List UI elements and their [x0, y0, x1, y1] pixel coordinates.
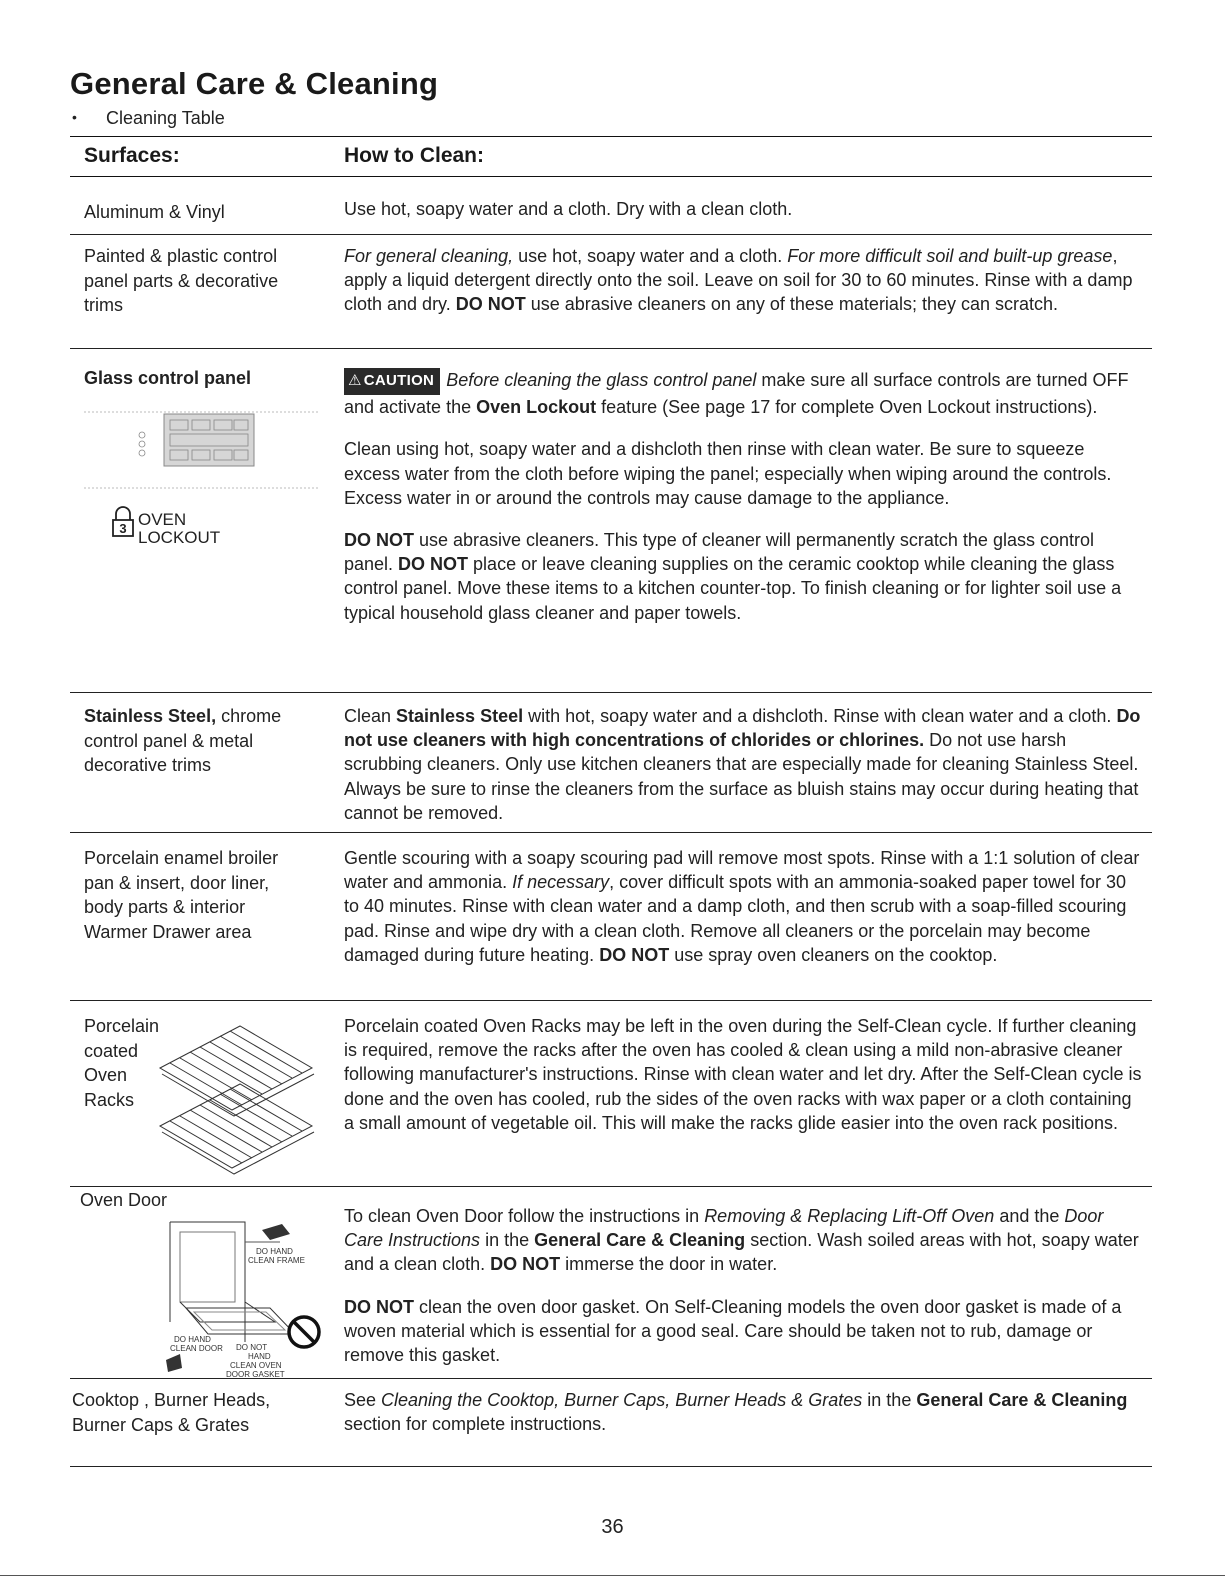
callout-gasket-4: DOOR GASKET	[226, 1370, 285, 1379]
warning-triangle-icon: ⚠	[348, 372, 362, 389]
table-bottom-rule	[70, 1466, 1152, 1467]
surface-racks: Porcelain coated Oven Racks	[84, 1016, 160, 1110]
lock-icon	[113, 507, 133, 536]
callout-gasket-2: HAND	[248, 1352, 271, 1361]
howto-painted: For general cleaning, use hot, soapy water and a cloth. For more difficult soil and built-up grease, apply a liquid detergent directly onto the soil. Leave on soil for 30 to 60 minutes. Rinse with a damp cloth and dry. DO NOT use abrasive cleaners on any of these materials; they can scratch.	[344, 246, 1133, 315]
caution-badge: ⚠ CAUTION	[344, 368, 440, 395]
callout-gasket-1: DO NOT	[236, 1343, 268, 1352]
howto-cooktop: See Cleaning the Cooktop, Burner Caps, Burner Heads & Grates in the General Care & Cleaning section for complete instructions.	[344, 1390, 1128, 1435]
callout-door-2: CLEAN DOOR	[170, 1344, 223, 1353]
oven-racks-illustration	[140, 1008, 330, 1192]
howto-aluminum: Use hot, soapy water and a cloth. Dry with a clean cloth.	[344, 199, 793, 219]
subtitle	[72, 108, 225, 129]
howto-glass: ⚠ CAUTION Before cleaning the glass control panel make sure all surface controls are turned OFF and activate the Oven Lockout feature (See page 17 for complete Oven Lockout instructions). Clean using hot, soapy water and a dishcloth then rinse with clean water. Be sure to squeeze excess water from the cloth before wiping the panel; especially when wiping around the controls. Excess water in or around the controls may cause damage to the appliance. DO NOT use abrasive cleaners. This type of cleaner will permanently scratch the glass control panel. DO NOT place or leave cleaning supplies on the ceramic cooktop while cleaning the glass control panel. Move these items to a kitchen counter-top. To finish cleaning or for lighter soil use a typical household glass cleaner and paper towels.	[344, 370, 1129, 623]
row-divider	[70, 1000, 1152, 1001]
surfaces-header: Surfaces:	[84, 144, 180, 167]
surface-oven-door: Oven Door	[80, 1190, 168, 1210]
lockout-key-label: 3	[119, 521, 127, 536]
row-divider	[70, 1378, 1152, 1379]
row-divider	[70, 832, 1152, 833]
page-bottom-rule	[0, 1575, 1225, 1576]
subtitle-text: Cleaning Table	[106, 108, 225, 128]
page-title: General Care & Cleaning	[70, 66, 439, 101]
bullet: •	[72, 109, 77, 125]
callout-frame-1: DO HAND	[256, 1247, 293, 1256]
row-divider	[70, 234, 1152, 235]
page-number: 36	[601, 1516, 624, 1538]
lockout-label-lockout: LOCKOUT	[138, 528, 221, 547]
header-bottom-rule	[70, 176, 1152, 177]
callout-gasket-3: CLEAN OVEN	[230, 1361, 282, 1370]
surface-cooktop: Cooktop , Burner Heads, Burner Caps & Grates	[72, 1390, 271, 1435]
surface-porcelain-broiler: Porcelain enamel broiler pan & insert, door liner, body parts & interior Warmer Drawer area	[84, 848, 279, 942]
oven-door-illustration	[150, 1212, 330, 1384]
lockout-label-oven: OVEN	[138, 510, 187, 529]
header-top-rule	[70, 136, 1152, 137]
howto-oven-door: To clean Oven Door follow the instructions in Removing & Replacing Lift-Off Oven and the Door Care Instructions in the General Care & Cleaning section. Wash soiled areas with hot, soapy water and a clean cloth. DO NOT immerse the door in water. DO NOT clean the oven door gasket. On Self-Cleaning models the oven door gasket is made of a woven material which is essential for a good seal. Care should be taken not to rub, damage or remove this gasket.	[344, 1206, 1139, 1366]
surface-stainless: Stainless Steel, chrome control panel & metal decorative trims	[84, 706, 282, 775]
surface-painted: Painted & plastic control panel parts & decorative trims	[84, 246, 279, 315]
row-divider	[70, 692, 1152, 693]
cleaning-cloth-icon	[262, 1224, 290, 1240]
surface-glass: Glass control panel	[84, 368, 252, 388]
row-divider	[70, 348, 1152, 349]
callout-door-1: DO HAND	[174, 1335, 211, 1344]
row-divider	[70, 1186, 1152, 1187]
howto-stainless: Clean Stainless Steel with hot, soapy water and a dishcloth. Rinse with clean water and a cloth. Do not use cleaners with high concentrations of chlorides or chlorines. Do not use harsh scrubbing cleaners. Only use kitchen cleaners that are especially made for cleaning Stainless Steel. Always be sure to rinse the cleaners from the surface as bluish stains may occur during heating that cannot be removed.	[344, 706, 1141, 823]
callout-frame-2: CLEAN FRAME	[248, 1256, 305, 1265]
howto-porcelain-broiler: Gentle scouring with a soapy scouring pad will remove most spots. Rinse with a 1:1 solution of clear water and ammonia. If necessary, cover difficult spots with an ammonia-soaked paper towel for 30 to 40 minutes. Rinse with clean water and a damp cloth, and then scrub with a soap-filled scouring pad. Rinse and wipe dry with a clean cloth. Remove all cleaners or the porcelain may become damaged during future heating. DO NOT use spray oven cleaners on the cooktop.	[344, 848, 1140, 965]
howto-racks: Porcelain coated Oven Racks may be left in the oven during the Self-Clean cycle. If further cleaning is required, remove the racks after the oven has cooled & clean using a mild non-abrasive cleaner following manufacturer's instructions. Rinse with clean water and let dry. After the Self-Clean cycle is done and the oven has cooled, rub the sides of the oven racks with wax paper or a cloth containing a small amount of vegetable oil. This will make the racks glide easier into the oven rack positions.	[344, 1016, 1142, 1133]
surface-aluminum: Aluminum & Vinyl	[84, 202, 225, 222]
glass-control-panel-illustration	[84, 400, 324, 560]
how-to-clean-header: How to Clean:	[344, 144, 484, 167]
